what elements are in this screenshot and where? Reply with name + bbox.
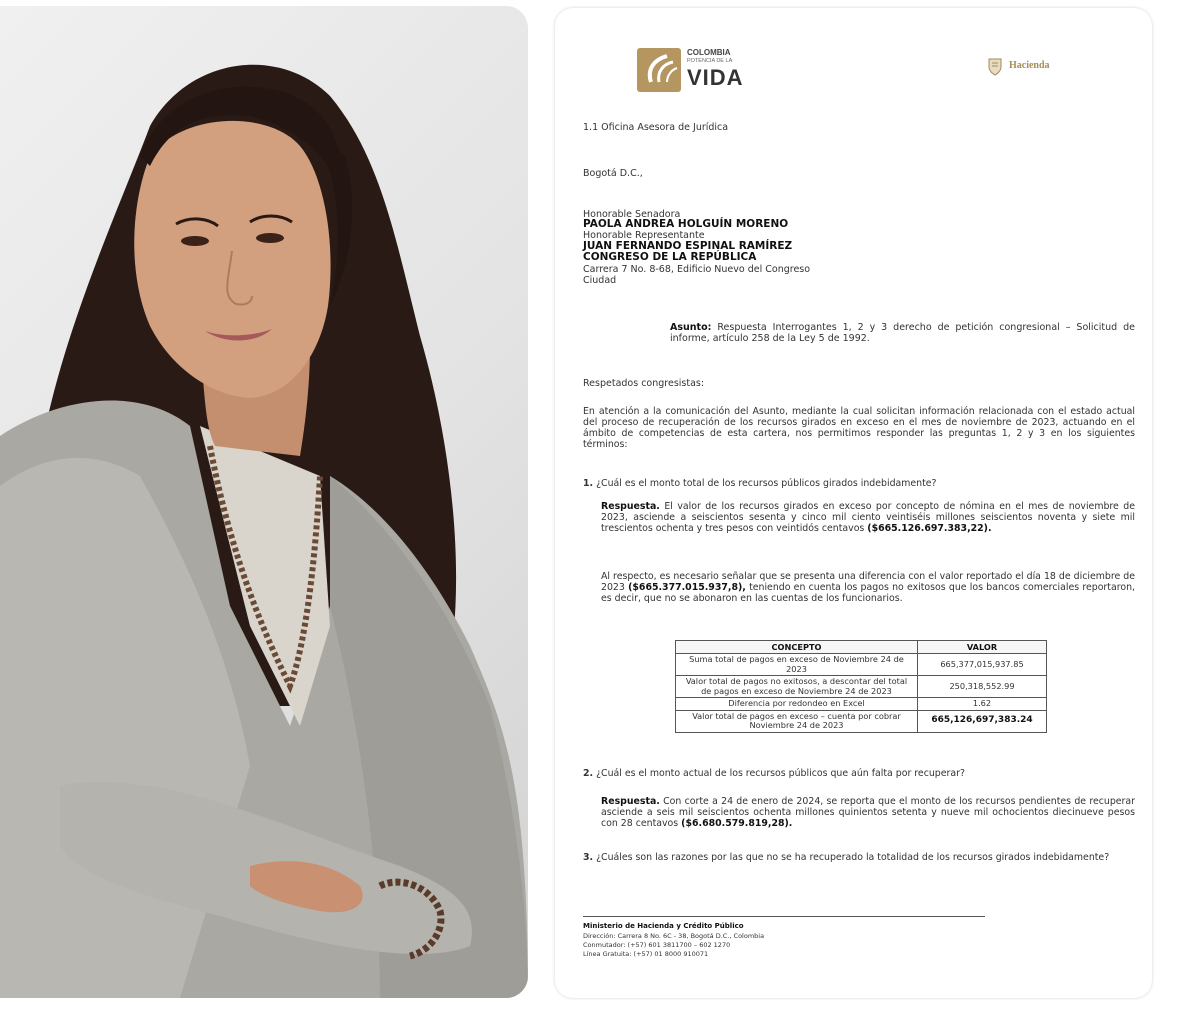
footer-divider [583,916,985,917]
table-row [676,710,1047,732]
hacienda-label: Hacienda [1009,60,1050,71]
question-1 [583,478,1135,489]
question-1-text: ¿Cuál es el monto total de los recursos públicos girados indebidamente? [596,478,937,489]
city-line: Bogotá D.C., [583,168,643,179]
footer-org: Ministerio de Hacienda y Crédito Público [583,922,744,930]
answer-2-amount: ($6.680.579.819,28). [681,818,793,829]
answer-2-label: Respuesta. [601,796,660,807]
addressee-line: JUAN FERNANDO ESPINAL RAMÍREZ [583,240,793,252]
addressee-line: PAOLA ANDREA HOLGUÍN MORENO [583,218,789,230]
footer-phone: Conmutador: (+57) 601 3811700 – 602 1270 [583,941,731,949]
question-3-text: ¿Cuáles son las razones por las que no se ha recuperado la totalidad de los recursos girados indebidamente? [596,852,1110,863]
logo-line-1: COLOMBIA [687,48,731,57]
addressee-line: Honorable Senadora [583,209,681,220]
answer-2-text: Con corte a 24 de enero de 2024, se reporta que el monto de los recursos pendientes de recuperar asciende a seis mil seiscientos ochenta millones quinientos setenta y nueve mil ochocientos diecinueve pesos con 28 centavos [601,796,1136,829]
table-cell-concept: Valor total de pagos en exceso – cuenta por cobrar Noviembre 24 de 2023 [676,710,918,732]
answer-1-amount: ($665.126.697.383,22). [867,523,992,534]
logo-line-2: POTENCIA DE LA [687,58,733,64]
table-row [676,654,1047,676]
letter-document [555,8,1152,998]
coat-of-arms-icon [987,56,1003,76]
question-3-number: 3. [583,852,594,863]
addressee-line: Honorable Representante [583,230,705,241]
question-1-number: 1. [583,478,594,489]
logo-line-3: VIDA [687,65,744,90]
answer-1 [601,501,1135,534]
office-line: 1.1 Oficina Asesora de Jurídica [583,122,729,133]
addressee-line: CONGRESO DE LA REPÚBLICA [583,251,757,263]
portrait-illustration [0,6,528,998]
table-cell-concept: Diferencia por redondeo en Excel [676,698,918,711]
wave-mark-icon [637,48,681,92]
intro-paragraph: En atención a la comunicación del Asunto, mediante la cual solicitan información relacionada con el estado actual del proceso de recuperación de los recursos girados en exceso en el mes de noviembre de 2023, actuando en el ámbito de competencias de esta cartera, nos permitimos responder las preguntas 1, 2 y 3 en los siguientes términos: [583,406,1135,450]
footer-address: Dirección: Carrera 8 No. 6C - 38, Bogotá D.C., Colombia [583,932,765,940]
colombia-potencia-logo [637,46,767,96]
answer-1-note-amount: ($665.377.015.937,8), [628,582,746,593]
table-cell-value: 665,126,697,383.24 [918,710,1047,732]
table-header-valor: VALOR [918,641,1047,654]
table-cell-value: 250,318,552.99 [918,676,1047,698]
question-2 [583,768,1135,779]
portrait-photo [0,6,528,998]
question-2-number: 2. [583,768,594,779]
table-cell-value: 1.62 [918,698,1047,711]
table-cell-value: 665,377,015,937.85 [918,654,1047,676]
answer-1-note-post: teniendo en cuenta los pagos no exitosos que los bancos comerciales reportaron, es decir, que no se abonaron en las cuentas de los funcionarios. [601,582,1136,604]
greeting: Respetados congresistas: [583,378,705,389]
subject-block [670,322,1135,344]
table-cell-concept: Suma total de pagos en exceso de Noviembre 24 de 2023 [676,654,918,676]
table-header-concepto: CONCEPTO [676,641,918,654]
answer-1-note [601,571,1135,604]
addressee-line: Carrera 7 No. 8-68, Edificio Nuevo del Congreso [583,264,811,275]
table-cell-concept: Valor total de pagos no exitosos, a descontar del total de pagos en exceso de Noviembre 24 de 2023 [676,676,918,698]
table-header-row [676,641,1047,654]
answer-2 [601,796,1135,829]
values-table [675,640,1047,733]
question-3 [583,852,1135,863]
subject-label: Asunto: [670,322,712,333]
answer-1-note-pre: Al respecto, es necesario señalar que se presenta una diferencia con el valor reportado el día 18 de diciembre de 2023 [601,571,1135,593]
question-2-text: ¿Cuál es el monto actual de los recursos públicos que aún falta por recuperar? [596,768,965,779]
answer-1-label: Respuesta. [601,501,660,512]
footer-hotline: Línea Gratuita: (+57) 01 8000 910071 [583,950,709,958]
subject-text: Respuesta Interrogantes 1, 2 y 3 derecho de petición congresional – Solicitud de informe, artículo 258 de la Ley 5 de 1992. [670,322,1135,344]
answer-1-text: El valor de los recursos girados en exceso por concepto de nómina en el mes de noviembre de 2023, asciende a seiscientos sesenta y cinco mil ciento veintiséis millones seiscientos noventa y siete mil trescientos ochenta y tres pesos con veintidós centavos [601,501,1136,534]
table-row [676,676,1047,698]
addressee-line: Ciudad [583,275,617,286]
table-row [676,698,1047,711]
